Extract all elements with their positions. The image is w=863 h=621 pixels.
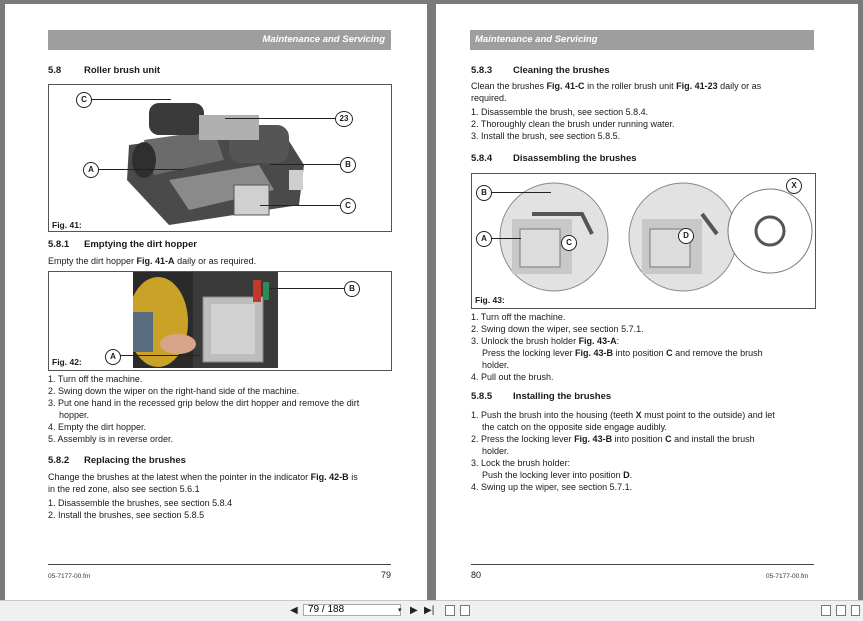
callout-c2: C <box>340 198 356 214</box>
callout-c: C <box>76 92 92 108</box>
callout-leader <box>491 192 551 193</box>
figure-42 <box>48 271 392 371</box>
callout-leader <box>270 288 344 289</box>
section-heading-5-8-3: 5.8.3 Cleaning the brushes <box>471 65 610 76</box>
callout-a: A <box>83 162 99 178</box>
section-heading-5-8: 5.8 Roller brush unit <box>48 65 160 76</box>
two-page-view-icon[interactable] <box>460 605 470 616</box>
section-heading-5-8-1: 5.8.1 Emptying the dirt hopper <box>48 239 197 250</box>
grid-view-icon[interactable] <box>851 605 860 616</box>
callout-23: 23 <box>335 111 353 127</box>
next-page-icon[interactable]: ▶ <box>410 605 418 616</box>
section-heading-5-8-4: 5.8.4 Disassembling the brushes <box>471 153 637 164</box>
figure-43 <box>471 173 816 309</box>
callout-leader <box>225 118 335 119</box>
callout-leader <box>270 164 340 165</box>
callout-leader <box>120 355 200 356</box>
paragraph: Clean the brushes Fig. 41-C in the roller brush unit Fig. 41-23 daily or as required. <box>471 81 762 103</box>
callout-b: B <box>344 281 360 297</box>
brush-holder-illustrations <box>472 174 815 308</box>
steps-installing: 1. Push the brush into the housing (teeth X must point to the outside) and let the catch on the opposite side engage audibly. 2. Press the locking lever Fig. 43-B into position C and install the brush holder. 3. Lock the brush holder: Push the locking lever into position D. 4. Swing up the wiper, see section 5.7.1. <box>471 410 775 492</box>
paragraph: Empty the dirt hopper Fig. 41-A daily or as required. <box>48 256 257 266</box>
footer-file-code: 05-7177-00.fm <box>48 573 91 580</box>
callout-leader <box>98 169 183 170</box>
brush-teeth <box>728 189 812 273</box>
callout-leader <box>91 99 171 100</box>
page-80 <box>436 4 858 600</box>
page-79 <box>5 4 427 600</box>
page-dropdown-icon[interactable]: ▾ <box>398 607 402 614</box>
section-heading-5-8-2: 5.8.2 Replacing the brushes <box>48 455 186 466</box>
last-page-icon[interactable]: ▶| <box>424 605 435 616</box>
callout-b: B <box>476 185 492 201</box>
steps-cleaning: 1. Disassemble the brush, see section 5.8.4. 2. Thoroughly clean the brush under running water. 3. Install the brush, see section 5.8.5. <box>471 107 675 141</box>
paragraph: Change the brushes at the latest when the pointer in the indicator Fig. 42-B is in the red zone, also see section 5.6.1 <box>48 472 358 494</box>
fit-page-icon[interactable] <box>821 605 831 616</box>
callout-d: D <box>678 228 694 244</box>
steps-replacing: 1. Disassemble the brushes, see section 5.8.4 2. Install the brushes, see section 5.8.5 <box>48 498 233 520</box>
callout-leader <box>260 205 340 206</box>
single-page-view-icon[interactable] <box>445 605 455 616</box>
callout-a: A <box>476 231 492 247</box>
callout-leader <box>491 238 521 239</box>
footer-rule <box>471 564 814 565</box>
callout-b: B <box>340 157 356 173</box>
previous-page-icon[interactable]: ◀ <box>290 605 298 616</box>
figure-label: Fig. 43: <box>475 295 505 305</box>
page-number: 80 <box>471 570 482 580</box>
steps-disassembling: 1. Turn off the machine. 2. Swing down the wiper, see section 5.7.1. 3. Unlock the brush holder Fig. 43-A: Press the locking lever Fig. 43-B into position C and remove the brush holder. 4. Pull out the brush. <box>471 312 763 382</box>
steps-emptying: 1. Turn off the machine. 2. Swing down the wiper on the right-hand side of the machine. 3. Put one hand in the recessed grip below the dirt hopper and remove the dirt hopper. 4. Empty the dirt hopper. 5. Assembly is in reverse order. <box>48 374 360 444</box>
footer-rule <box>48 564 391 565</box>
section-header: Maintenance and Servicing <box>470 30 814 50</box>
callout-a: A <box>105 349 121 365</box>
page-number-input[interactable] <box>303 604 401 616</box>
fit-width-icon[interactable] <box>836 605 846 616</box>
figure-label: Fig. 42: <box>52 357 82 367</box>
page-number: 79 <box>381 570 392 580</box>
dirt-hopper-photo <box>133 272 278 368</box>
callout-x: X <box>786 178 802 194</box>
section-heading-5-8-5: 5.8.5 Installing the brushes <box>471 391 612 402</box>
figure-label: Fig. 41: <box>52 220 82 230</box>
footer-file-code: 05-7177-00.fm <box>766 573 809 580</box>
callout-c: C <box>561 235 577 251</box>
section-header: Maintenance and Servicing <box>48 30 391 50</box>
viewer-toolbar <box>0 600 863 621</box>
